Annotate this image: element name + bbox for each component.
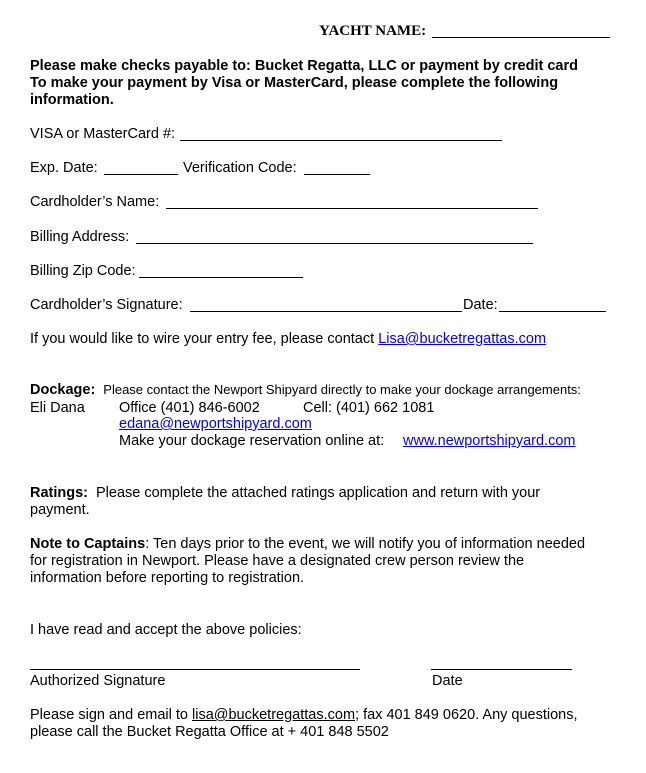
billing-zip-label: Billing Zip Code: — [30, 263, 136, 279]
yacht-name-label: YACHT NAME: — [319, 23, 427, 39]
exp-date-field[interactable] — [104, 174, 178, 175]
verification-code-label: Verification Code: — [183, 160, 297, 176]
cardholder-name-field[interactable] — [166, 208, 538, 209]
card-number-label: VISA or MasterCard #: — [30, 126, 176, 142]
dockage-office-phone: Office (401) 846-6002 — [119, 400, 260, 416]
yacht-name-field[interactable] — [432, 37, 610, 38]
captains-line2: for registration in Newport. Please have a designated crew person review the — [30, 553, 525, 569]
captains-line3: information before reporting to registration. — [30, 570, 305, 586]
billing-address-label: Billing Address: — [30, 229, 130, 245]
captains-line1 — [30, 536, 585, 552]
authorized-signature-field[interactable] — [30, 669, 360, 670]
ratings-text: Please complete the attached ratings application and return with your — [96, 485, 541, 501]
wire-transfer-label: If you would like to wire your entry fee, please contact — [30, 331, 379, 347]
card-number-field[interactable] — [180, 140, 502, 141]
ratings-heading: Ratings: — [30, 485, 88, 501]
dockage-email-link[interactable]: edana@newportshipyard.com — [119, 416, 312, 432]
authorized-date-field[interactable] — [431, 669, 572, 670]
wire-contact-email-link[interactable]: Lisa@bucketregattas.com — [378, 331, 547, 347]
exp-date-label: Exp. Date: — [30, 160, 98, 176]
dockage-line — [30, 382, 581, 398]
payment-instructions-line1: Please make checks payable to: Bucket Regatta, LLC or payment by credit card — [30, 58, 578, 74]
footer-prefix: Please sign and email to — [30, 707, 193, 723]
captains-heading: Note to Captains — [30, 536, 146, 552]
authorized-signature-label: Authorized Signature — [30, 673, 166, 689]
ratings-line2: payment. — [30, 502, 90, 518]
authorized-date-label: Date — [432, 673, 463, 689]
footer-line2: please call the Bucket Regatta Office at + 401 848 5502 — [30, 724, 389, 740]
wire-transfer-text — [30, 331, 546, 347]
dockage-cell-phone: Cell: (401) 662 1081 — [303, 400, 435, 416]
captains-text: : Ten days prior to the event, we will notify you of information needed — [145, 536, 586, 552]
dockage-contact-name: Eli Dana — [30, 400, 85, 416]
footer-line1 — [30, 707, 578, 723]
dockage-website-link[interactable]: www.newportshipyard.com — [403, 433, 576, 449]
dockage-online-text: Make your dockage reservation online at: — [119, 433, 385, 449]
payment-instructions-line2: To make your payment by Visa or MasterCard, please complete the following — [30, 75, 559, 91]
footer-email-link[interactable]: lisa@bucketregattas.com — [192, 707, 356, 723]
billing-zip-field[interactable] — [139, 277, 303, 278]
signature-date-field[interactable] — [499, 311, 606, 312]
accept-policies-text: I have read and accept the above policies: — [30, 622, 302, 638]
signature-date-label: Date: — [463, 297, 498, 313]
cardholder-signature-label: Cardholder’s Signature: — [30, 297, 183, 313]
billing-address-field[interactable] — [136, 243, 533, 244]
cardholder-signature-field[interactable] — [190, 311, 462, 312]
cardholder-name-label: Cardholder’s Name: — [30, 194, 160, 210]
verification-code-field[interactable] — [304, 174, 370, 175]
payment-instructions-line3: information. — [30, 92, 114, 108]
dockage-heading: Dockage: — [30, 382, 96, 398]
ratings-line1 — [30, 485, 540, 501]
dockage-text: Please contact the Newport Shipyard directly to make your dockage arrangements: — [103, 382, 581, 397]
footer-suffix: ; fax 401 849 0620. Any questions, — [355, 707, 578, 723]
